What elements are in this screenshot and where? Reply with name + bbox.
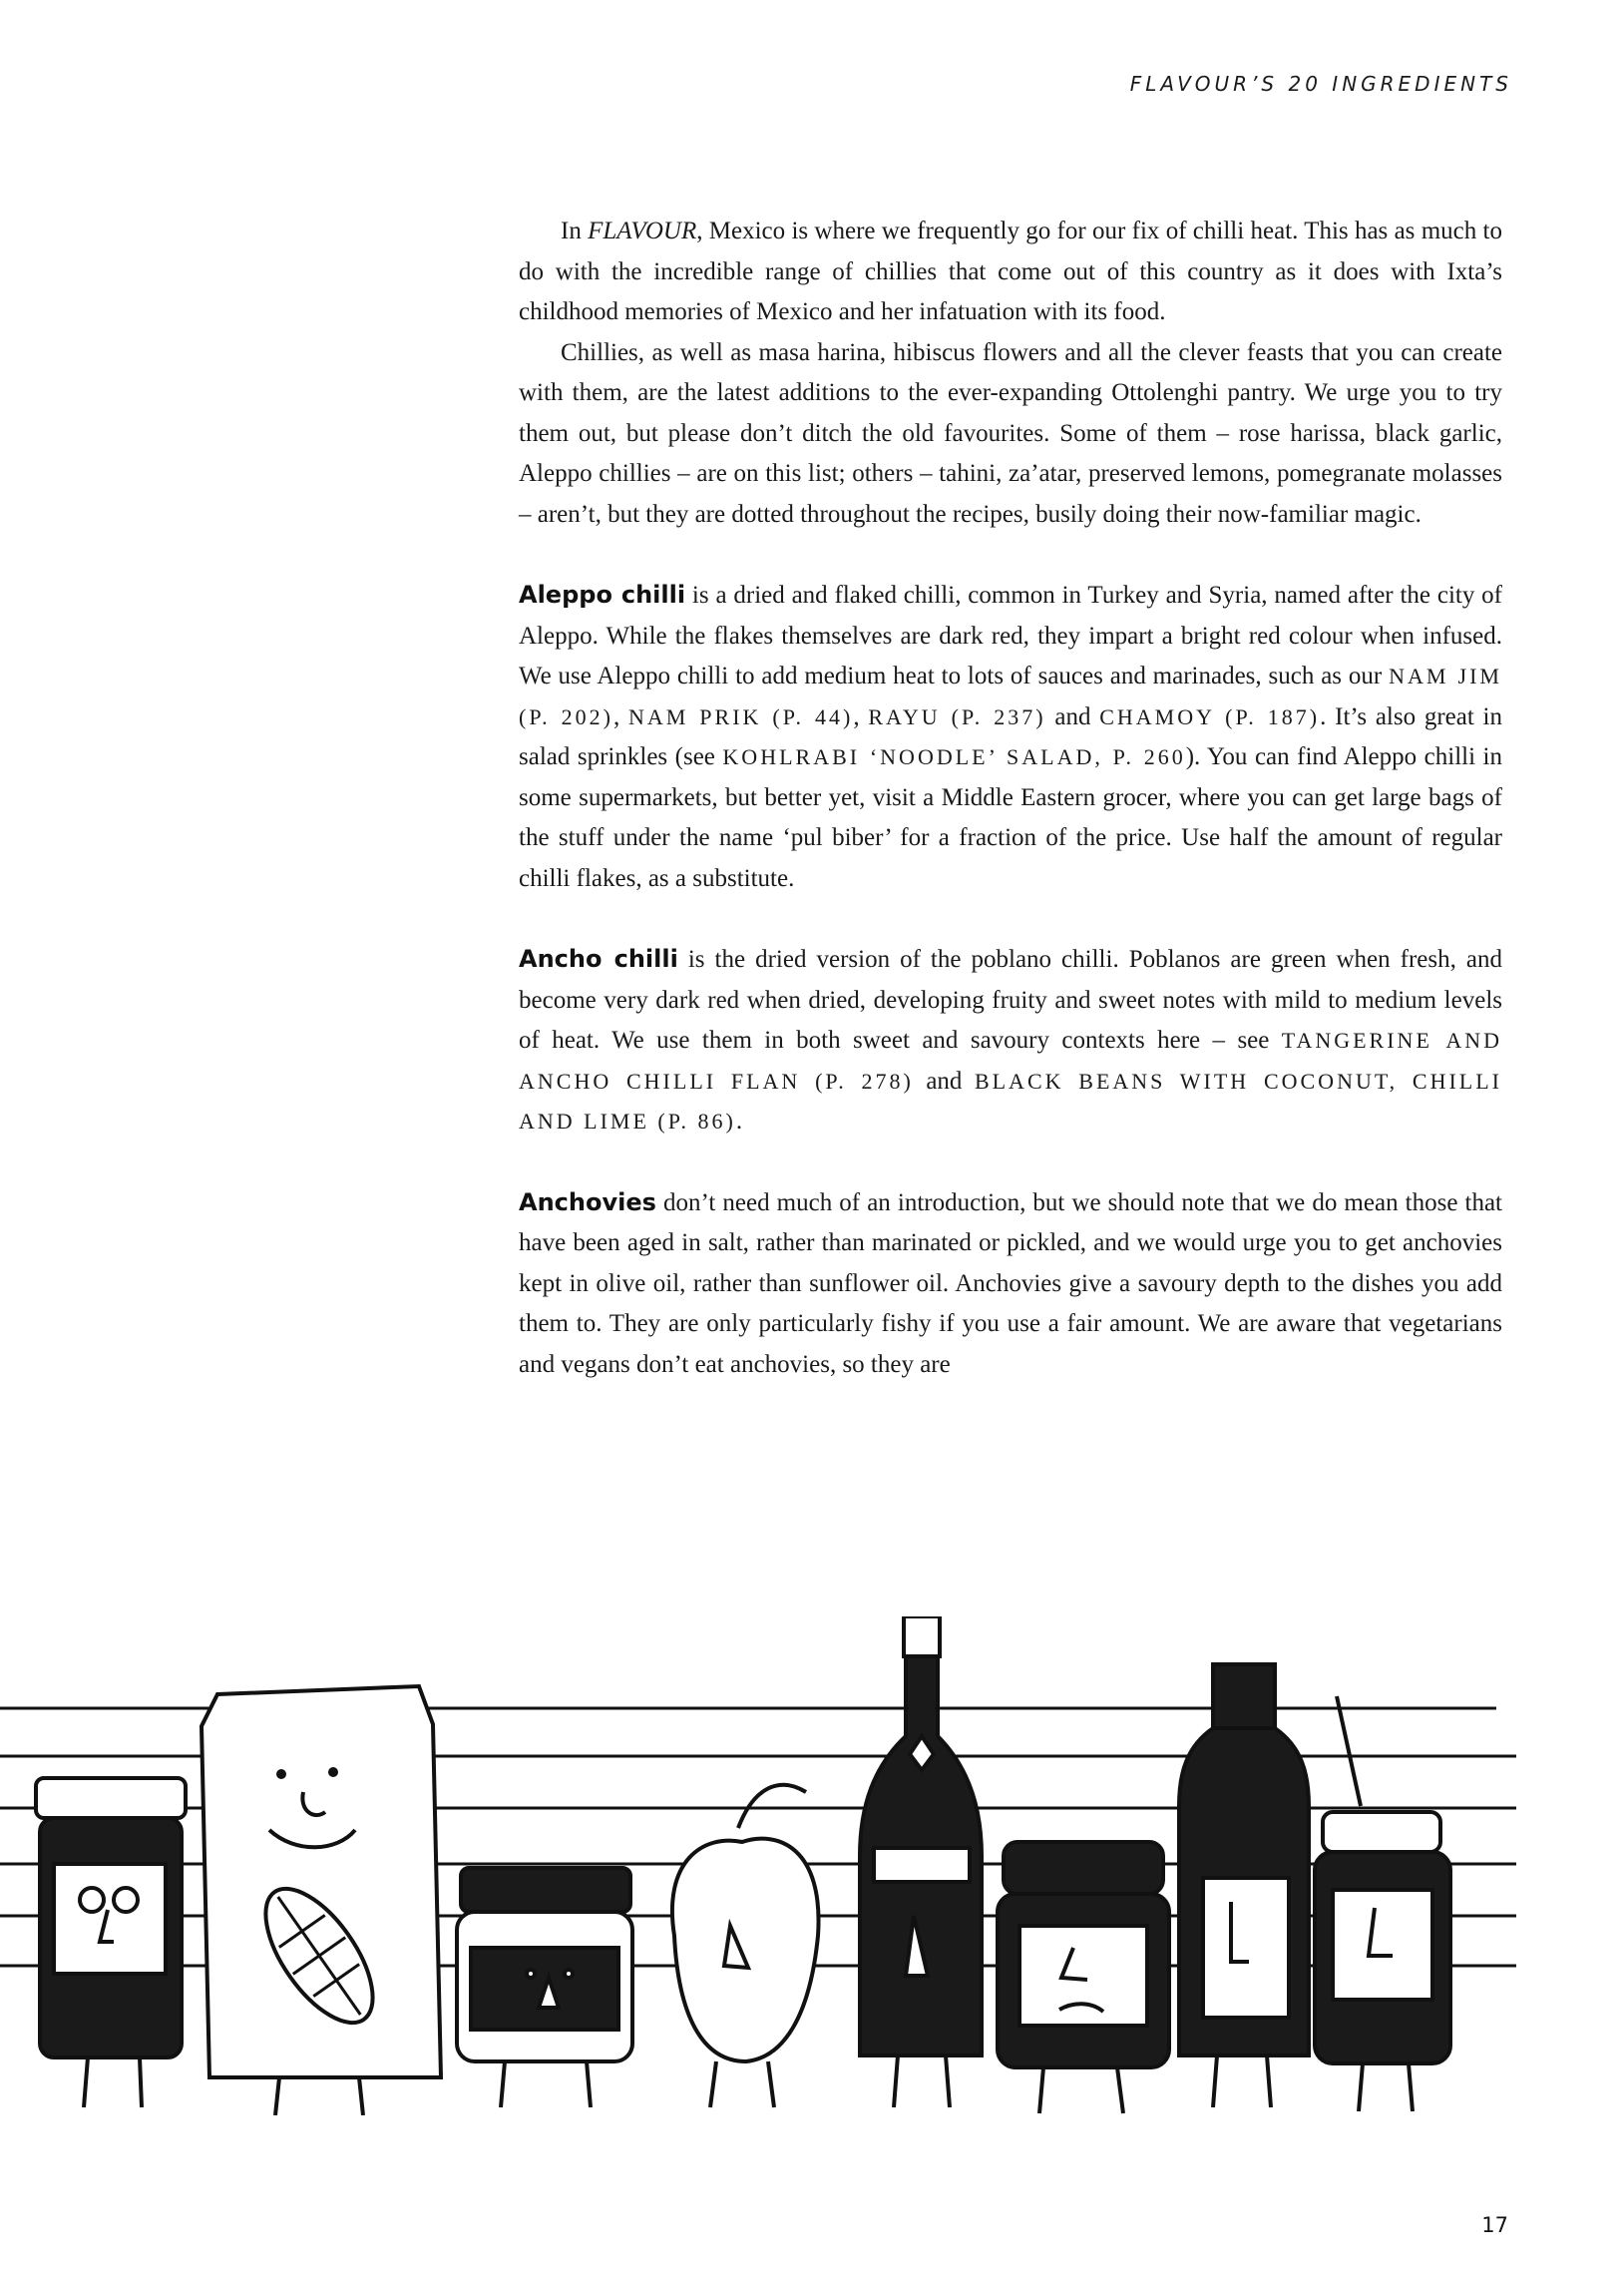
honey-jar-icon [998,1842,1169,2113]
intro-text: , Mexico is where we frequently go for our fix of chilli heat. This has as much to do with the incredible range of chillies that come out of this country as it does with Ixta’s childhood memories of Mexico and her infatuation with its food. [519,218,1502,325]
entry-text: . [735,1108,743,1135]
entry-ancho-chilli [519,939,1502,1142]
recipe-reference: BLACK BEANS WITH COCONUT, CHILLI AND LIME (P. 86) [519,1068,1503,1134]
recipe-reference: CHAMOY (P. 187) [1099,703,1321,729]
intro-paragraph-1 [519,212,1502,333]
entry-text: is the dried version of the poblano chilli. Poblanos are green when fresh, and become very dark red when dried, developing fruity and sweet notes with mild to medium levels of heat. We use them in both sweet and savoury contexts here – see [519,946,1502,1054]
running-header: FLAVOUR’S 20 INGREDIENTS [1129,72,1512,96]
entry-term: Aleppo chilli [519,581,686,609]
recipe-reference: TANGERINE AND ANCHO CHILLI FLAN (P. 278) [519,1028,1502,1094]
recipe-reference: KOHLRABI ‘NOODLE’ SALAD, P. 260 [722,744,1186,769]
jam-jar-icon [36,1778,186,2107]
entry-term: Anchovies [519,1187,656,1216]
entry-text: is a dried and flaked chilli, common in Turkey and Syria, named after the city of Aleppo. While the flakes themselves are dark red, they impart a bright red colour when infused. We use Aleppo chilli to add medium heat to lots of sauces and marinades, such as our [519,582,1502,689]
recipe-reference: NAM PRIK (P. 44) [627,703,854,729]
wine-bottle-icon [860,1616,982,2107]
entry-text: ). You can find Aleppo chilli in some supermarkets, but better yet, visit a Middle Eastern grocer, where you can get large bags of the stuff under the name ‘pul biber’ for a fraction of the price. Use half the amount of regular chilli flakes, as a substitute. [519,743,1502,892]
oil-bottle-icon [1179,1664,1309,2107]
entry-text: , [853,702,869,730]
recipe-reference: RAYU (P. 237) [868,703,1046,729]
intro-paragraph-2: Chillies, as well as masa harina, hibiscus flowers and all the clever feasts that you can create with them, are the latest additions to the ever-expanding Ottolenghi pantry. We urge you to try them out, but please don’t ditch the old favourites. Some of them – rose harissa, black garlic, Aleppo chillies – are on this list; others – tahini, za’atar, preserved lemons, pomegranate molasses – aren’t, but they are dotted throughout the recipes, busily doing their now-familiar magic. [519,338,1502,528]
body-text [519,212,1502,1385]
sauce-jar-icon [457,1868,632,2107]
preserved-jar-icon [1315,1696,1450,2111]
bell-pepper-icon [672,1785,819,2107]
entry-term: Ancho chilli [519,945,678,973]
pantry-shelf-illustration [0,1616,1624,2115]
entry-text: and [913,1067,975,1095]
page-number: 17 [1481,2213,1508,2237]
entry-aleppo-chilli [519,575,1502,899]
flour-bag-icon [202,1686,441,2115]
entry-text: . It’s also great in salad sprinkles (see [519,702,1502,770]
entry-text: don’t need much of an introduction, but we should note that we do mean those that have been aged in salt, rather than marinated or pickled, and we would urge you to get anchovies kept in olive oil, rather than sunflower oil. Anchovies give a savoury depth to the dishes you add them to. They are only particularly fishy if you use a fair amount. We are aware that vegetarians and vegans don’t eat anchovies, so they are [519,1188,1502,1378]
entry-text: , [612,702,628,730]
recipe-reference: NAM JIM (P. 202) [519,664,1502,729]
intro-text: In [561,218,589,244]
entry-anchovies [519,1182,1502,1386]
entry-text: and [1045,702,1100,730]
book-title: FLAVOUR [588,218,697,244]
